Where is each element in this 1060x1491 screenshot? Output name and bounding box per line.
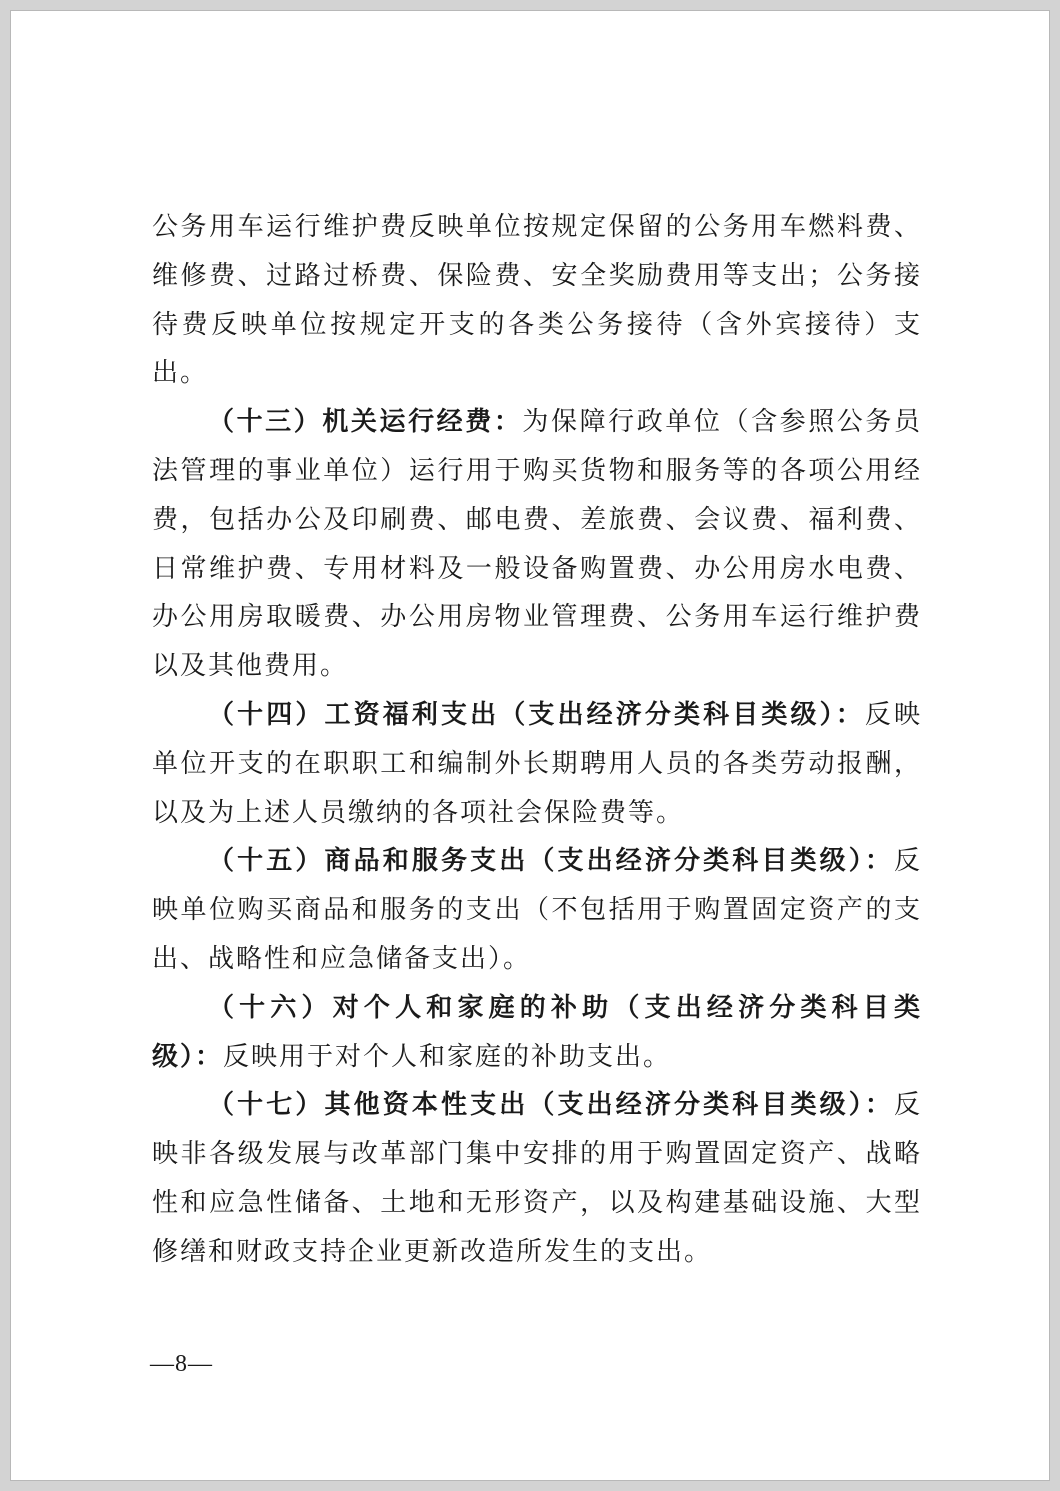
paragraph-heading: （十四）工资福利支出（支出经济分类科目类级）： — [208, 699, 865, 730]
paragraph-text: 反映非各级发展与改革部门集中安排的用于购置固定资产、战略性和应急性储备、土地和无形资产，以及构建基础设施、大型修缮和财政支持企业更新改造所发生的支出。 — [152, 1090, 922, 1267]
paragraph-17-capital-expenditure — [152, 1081, 922, 1276]
paragraph-text: 为保障行政单位（含参照公务员法管理的事业单位）运行用于购买货物和服务等的各项公用经费，包括办公及印刷费、邮电费、差旅费、会议费、福利费、日常维护费、专用材料及一般设备购置费、办公用房水电费、办公用房取暖费、办公用房物业管理费、公务用车运行维护费以及其他费用。 — [152, 407, 922, 682]
document-body — [152, 203, 922, 1277]
paragraph-text: 反映单位开支的在职职工和编制外长期聘用人员的各类劳动报酬，以及为上述人员缴纳的各项社会保险费等。 — [152, 699, 922, 828]
paragraph-text: 反映单位购买商品和服务的支出（不包括用于购置固定资产的支出、战略性和应急储备支出）。 — [152, 846, 922, 974]
paragraph-heading: （十七）其他资本性支出（支出经济分类科目类级）： — [208, 1090, 894, 1121]
paragraph-text: 反映用于对个人和家庭的补助支出。 — [223, 1041, 672, 1072]
page-number: —8— — [150, 1351, 213, 1377]
paragraph-heading: （十三）机关运行经费： — [208, 407, 523, 438]
paragraph-14-wages-welfare — [152, 691, 922, 837]
paragraph-16-household-subsidies — [152, 984, 922, 1082]
paragraph-text: 公务用车运行维护费反映单位按规定保留的公务用车燃料费、维修费、过路过桥费、保险费、安全奖励费用等支出；公务接待费反映单位按规定开支的各类公务接待（含外宾接待）支出。 — [152, 212, 922, 389]
document-page — [10, 10, 1050, 1481]
paragraph-heading: （十六）对个人和家庭的补助（支出经济分类科目类级）： — [152, 992, 922, 1072]
paragraph-13-operating-expenses — [152, 398, 922, 691]
paragraph-official-vehicle-costs — [152, 203, 922, 398]
paragraph-heading: （十五）商品和服务支出（支出经济分类科目类级）： — [208, 846, 894, 877]
paragraph-15-goods-services — [152, 837, 922, 983]
